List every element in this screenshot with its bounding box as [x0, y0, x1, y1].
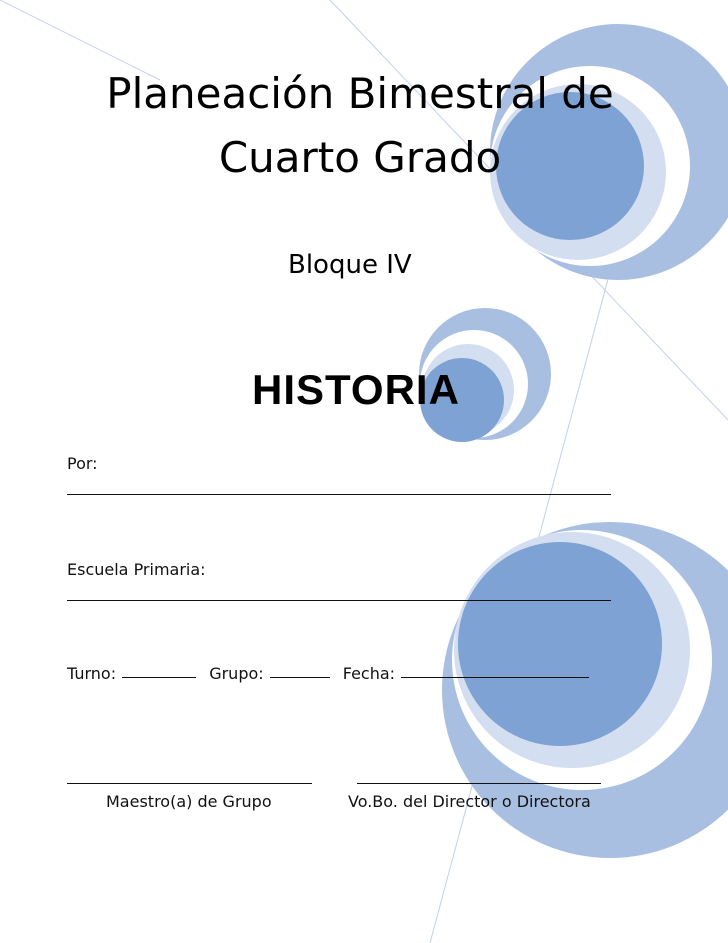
director-signature-label: Vo.Bo. del Director o Directora [348, 792, 591, 811]
title-line-2: Cuarto Grado [218, 133, 502, 182]
bloque-heading: Bloque IV [288, 250, 412, 280]
turno-field-line[interactable] [122, 677, 196, 678]
fecha-label: Fecha: [342, 664, 396, 683]
grupo-label: Grupo: [209, 664, 264, 683]
title-line-1: Planeación Bimestral de [106, 69, 614, 118]
por-label: Por: [67, 454, 98, 473]
page-title [40, 62, 680, 190]
por-field-line[interactable] [67, 494, 611, 495]
turno-label: Turno: [67, 664, 117, 683]
teacher-signature-label: Maestro(a) de Grupo [106, 792, 272, 811]
grupo-field-line[interactable] [270, 677, 330, 678]
subject-heading: HISTORIA [252, 366, 460, 413]
turno-grupo-fecha-row [67, 664, 593, 683]
teacher-signature-line[interactable] [67, 783, 312, 784]
fecha-field-line[interactable] [401, 677, 589, 678]
escuela-field-line[interactable] [67, 600, 611, 601]
director-signature-line[interactable] [357, 783, 601, 784]
escuela-label: Escuela Primaria: [67, 560, 206, 579]
